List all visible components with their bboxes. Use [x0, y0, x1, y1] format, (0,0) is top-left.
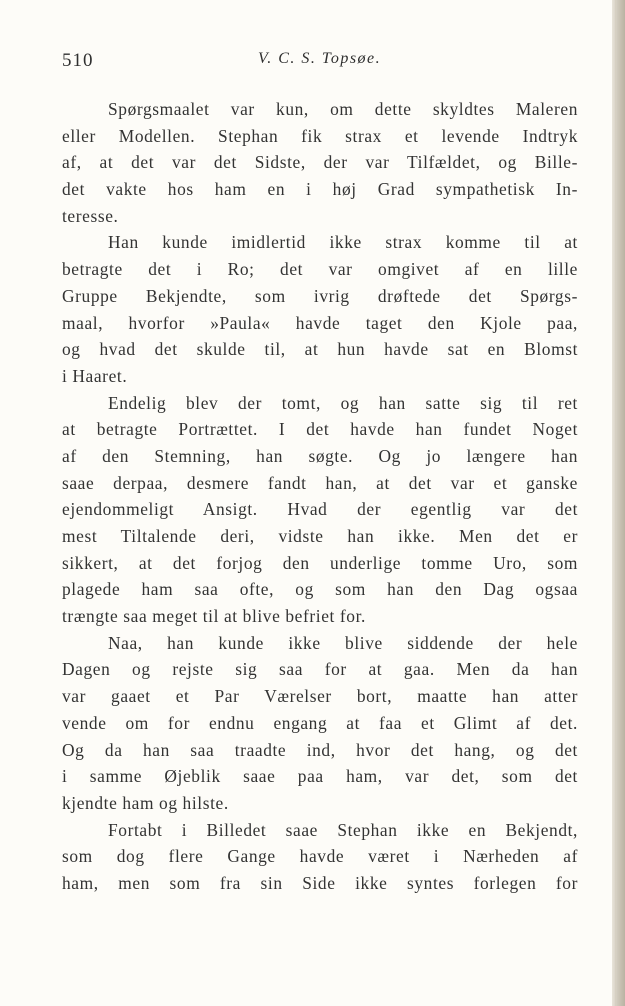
running-head [62, 50, 578, 80]
paragraph [62, 630, 578, 817]
text-line: Dagen og rejste sig saa for at gaa. Men da han [62, 659, 578, 680]
text-line: vende om for endnu engang at faa et Glimt af det. [62, 712, 578, 733]
text-line: og hvad det skulde til, at hun havde sat en Blomst [62, 339, 578, 360]
text-line: Fortabt i Billedet saae Stephan ikke en Bekjendt, [108, 819, 578, 840]
page-number: 510 [62, 50, 94, 71]
text-line: af, at det var det Sidste, der var Tilfældet, og Bille- [62, 152, 578, 173]
text-line: kjendte ham og hilste. [62, 792, 229, 813]
text-line: ejendommeligt Ansigt. Hvad der egentlig var det [62, 499, 578, 520]
text-line: trængte saa meget til at blive befriet for. [62, 606, 366, 627]
text-line: Spørgsmaalet var kun, om dette skyldtes Maleren [108, 99, 578, 119]
text-line: eller Modellen. Stephan fik strax et levende Indtryk [62, 125, 578, 146]
text-line: af den Stemning, han søgte. Og jo længere han [62, 445, 578, 466]
text-line: Naa, han kunde ikke blive siddende der hele [108, 632, 578, 653]
text-line: det vakte hos ham en i høj Grad sympathetisk In- [62, 179, 578, 200]
text-line: Gruppe Bekjendte, som ivrig drøftede det Spørgs- [62, 285, 578, 306]
body-text [62, 96, 578, 897]
text-line: i samme Øjeblik saae paa ham, var det, som det [62, 766, 578, 787]
text-line: Og da han saa traadte ind, hvor det hang, og det [62, 739, 578, 760]
text-line: sikkert, at det forjog den underlige tomme Uro, som [62, 552, 578, 573]
text-line: plagede ham saa ofte, og som han den Dag ogsaa [62, 579, 578, 600]
text-line: maal, hvorfor »Paula« havde taget den Kjole paa, [62, 312, 578, 333]
text-line: saae derpaa, desmere fandt han, at det var et ganske [62, 472, 578, 493]
paragraph [62, 229, 578, 389]
text-line: at betragte Portrættet. I det havde han fundet Noget [62, 419, 578, 440]
text-line: ham, men som fra sin Side ikke syntes forlegen for [62, 872, 578, 893]
text-line: var gaaet et Par Værelser bort, maatte han atter [62, 686, 578, 707]
text-line: betragte det i Ro; det var omgivet af en lille [62, 259, 578, 280]
paragraph [62, 390, 578, 630]
text-line: Han kunde imidlertid ikke strax komme til at [108, 232, 578, 253]
paragraph [62, 96, 578, 229]
text-line: som dog flere Gange havde været i Nærheden af [62, 846, 578, 867]
paragraph [62, 817, 578, 897]
text-line: teresse. [62, 205, 119, 226]
running-title: V. C. S. Topsøe. [258, 50, 382, 67]
text-line: Endelig blev der tomt, og han satte sig til ret [108, 392, 578, 413]
text-line: mest Tiltalende deri, vidste han ikke. Men det er [62, 526, 578, 546]
text-line: i Haaret. [62, 365, 128, 386]
page-edge [612, 0, 625, 1006]
